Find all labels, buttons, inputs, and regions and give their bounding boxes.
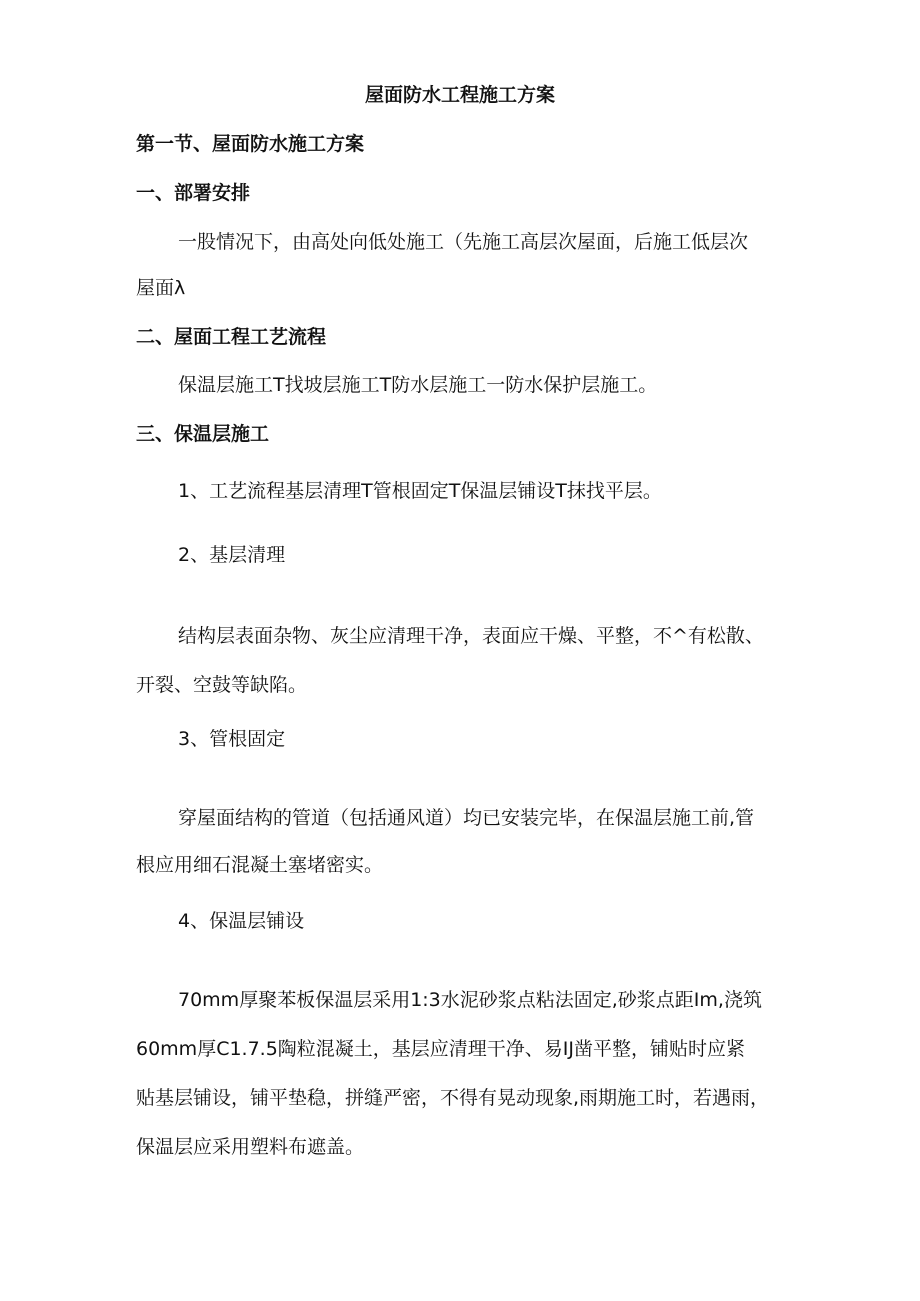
part3-heading: 三、保温层施工 [136,423,270,445]
part3-item3-paragraph-line: 穿屋面结构的管道（包括通风道）均已安装完毕，在保温层施工前,管 [178,807,755,829]
document-title: 屋面防水工程施工方案 [364,84,555,106]
part3-item4-title: 4、保温层铺设 [178,910,305,932]
part3-item2-paragraph-line: 开裂、空鼓等缺陷。 [136,674,308,696]
part3-item1: 1、工艺流程基层清理T管根固定T保温层铺设T抹找平层。 [178,480,662,502]
part2-paragraph-line: 保温层施工T找坡层施工T防水层施工一防水保护层施工。 [178,374,658,396]
part1-paragraph-line: 一股情况下，由高处向低处施工（先施工高层次屋面，后施工低层次 [178,231,749,253]
section-heading: 第一节、屋面防水施工方案 [136,133,365,155]
part3-item4-paragraph-line: 保温层应采用塑料布遮盖。 [136,1136,365,1158]
part1-paragraph-line: 屋面λ [136,277,186,299]
part1-heading: 一、部署安排 [136,182,251,204]
part3-item3-title: 3、管根固定 [178,728,286,750]
part2-heading: 二、屋面工程工艺流程 [136,326,327,348]
part3-item4-paragraph-line: 60mm厚C1.7.5陶粒混凝土，基层应清理干净、易IJ凿平整，铺贴时应紧 [136,1038,746,1060]
part3-item2-title: 2、基层清理 [178,544,286,566]
part3-item3-paragraph-line: 根应用细石混凝土塞堵密实。 [136,854,384,876]
part3-item4-paragraph-line: 70mm厚聚苯板保温层采用1:3水泥砂浆点粘法固定,砂浆点距Im,浇筑 [178,989,762,1011]
part3-item4-paragraph-line: 贴基层铺设，铺平垫稳，拼缝严密，不得有晃动现象,雨期施工时，若遇雨， [136,1087,770,1109]
part3-item2-paragraph-line: 结构层表面杂物、灰尘应清理干净，表面应干燥、平整，不^有松散、 [178,625,764,647]
